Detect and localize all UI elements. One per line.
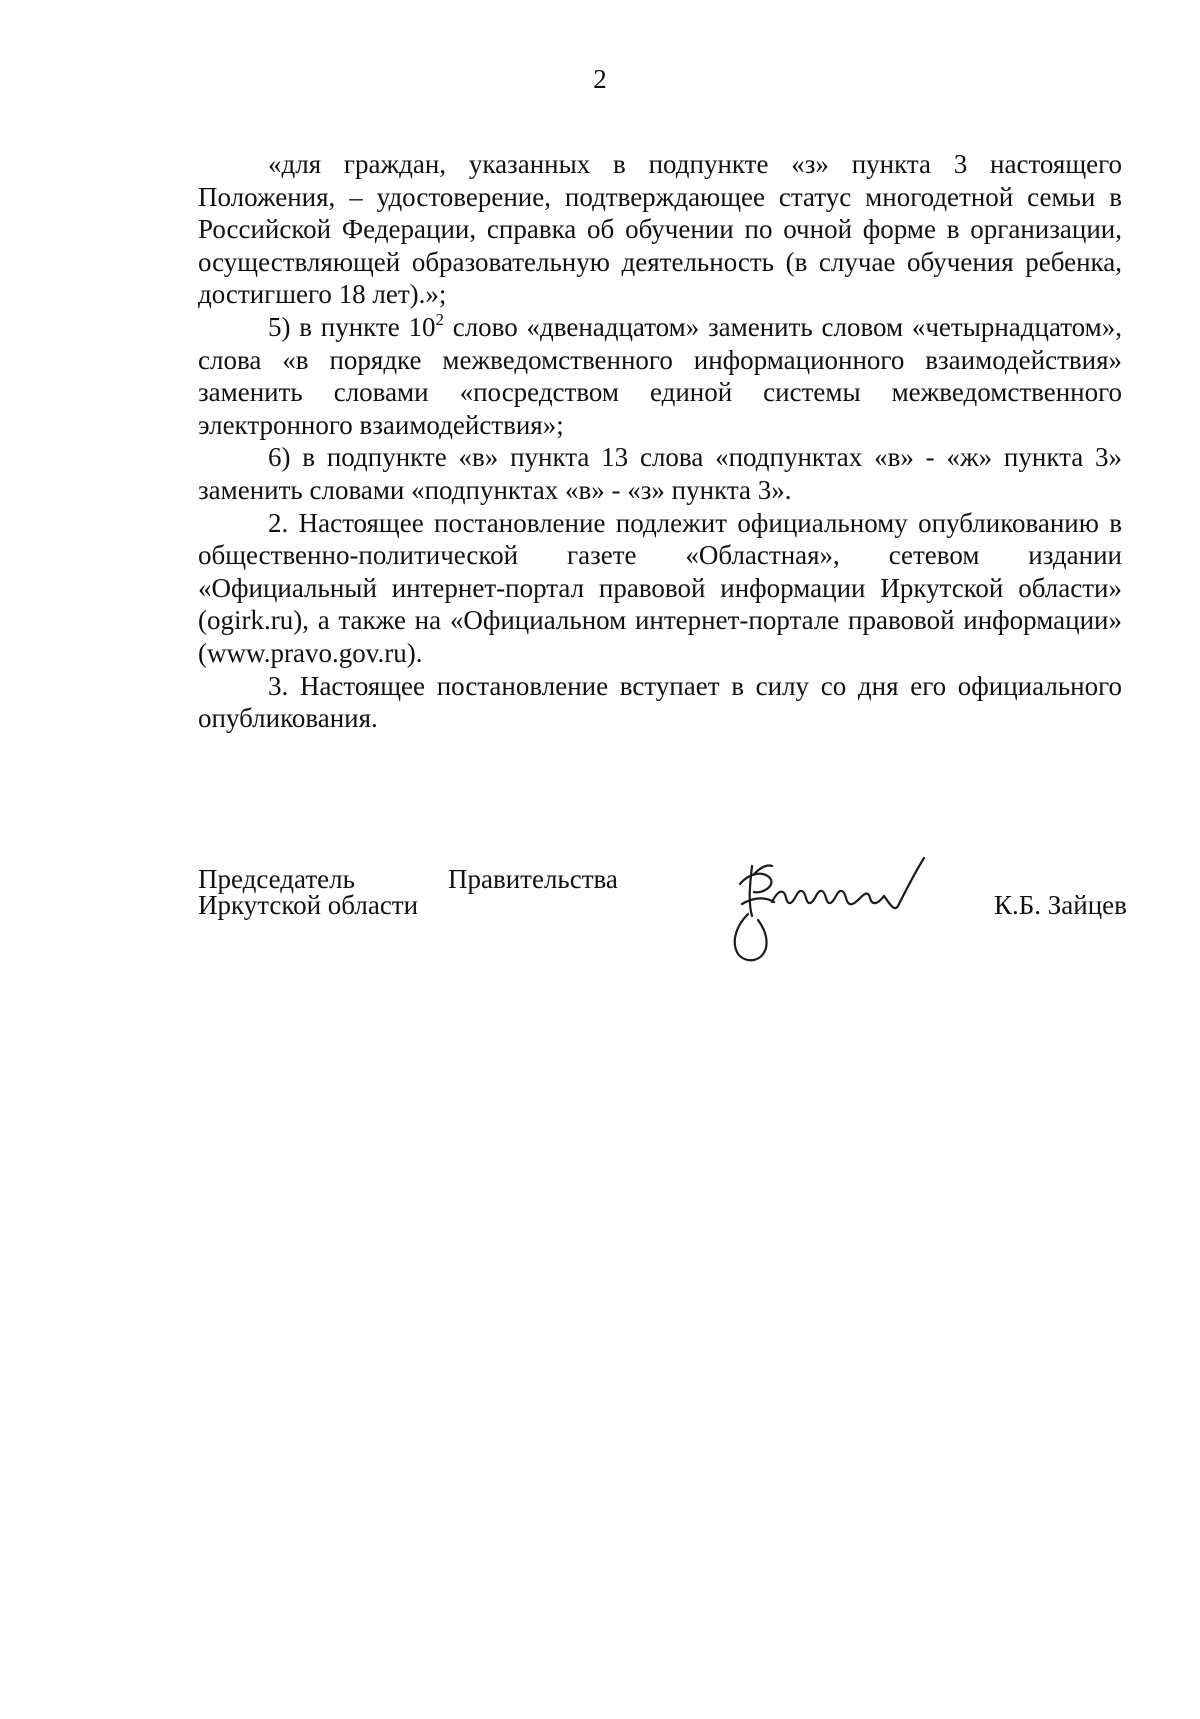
paragraph-publication: 2. Настоящее постановление подлежит официальному опубликованию в общественно-политической газете «Областная», сетевом издании «Официальный интернет-портал правовой информации Иркутской области» (ogirk.ru), а также на «Официальном интернет-портале правовой информации» (www.pravo.gov.ru). — [198, 507, 1122, 668]
handwritten-signature-icon — [718, 844, 938, 974]
paragraph-amendment-4: «для граждан, указанных в подпункте «з» пункта 3 настоящего Положения, – удостоверение, подтверждающее статус многодетной семьи в Российской Федерации, справка об обучении по очной форме в организации, осуществляющей образовательную деятельность (в случае обучения ребенка, достигшего 18 лет).»; — [198, 149, 1122, 310]
signatory-position-word-2: Правительства — [448, 864, 618, 894]
paragraph-effective-date: 3. Настоящее постановление вступает в силу со дня его официального опубликования. — [198, 670, 1122, 734]
signatory-region: Иркутской области — [198, 890, 419, 920]
amendment-5-text-end: слово «двенадцатом» заменить словом «четырнадцатом», слова «в порядке межведомственного информационного взаимодействия» заменить словами «посредством единой системы межведомственного электронного взаимодействия»; — [198, 311, 1123, 440]
page-number: 2 — [593, 64, 607, 94]
document-body — [198, 148, 1122, 735]
paragraph-amendment-5 — [198, 311, 1122, 441]
signatory-name: К.Б. Зайцев — [994, 890, 1127, 920]
paragraph-amendment-6: 6) в подпункте «в» пункта 13 слова «подпунктах «в» - «ж» пункта 3» заменить словами «подпунктах «в» - «з» пункта 3». — [198, 442, 1122, 505]
amendment-5-text-start: 5) в пункте 10 — [268, 311, 436, 342]
superscript-index: 2 — [435, 309, 444, 329]
signatory-position-word-1: Председатель — [198, 864, 355, 894]
signature-block — [198, 866, 1138, 986]
